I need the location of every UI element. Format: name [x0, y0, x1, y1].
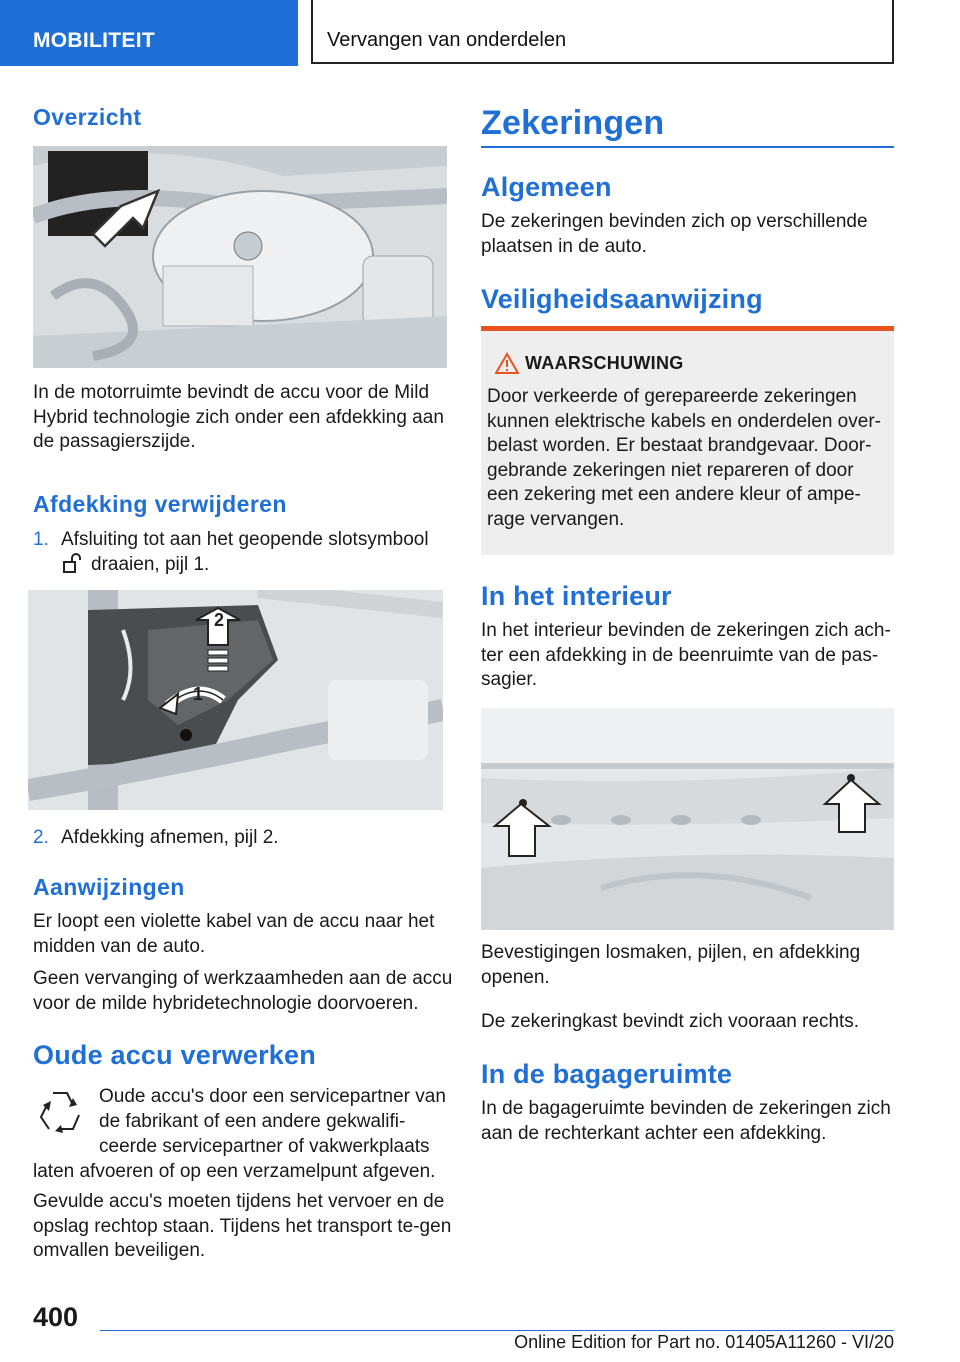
fuses-title: Zekeringen [481, 104, 665, 142]
old-battery-line-3: ceerde servicepartner of vakwerkplaats [99, 1136, 430, 1157]
warning-triangle-icon [495, 352, 519, 374]
cover-removal-illustration [28, 590, 443, 810]
general-heading: Algemeen [481, 172, 612, 202]
step-1-number: 1. [33, 529, 49, 550]
safety-heading: Veiligheidsaanwijzing [481, 284, 763, 314]
warning-box [481, 331, 894, 555]
old-battery-paragraph-2: Gevulde accu's moeten tijdens het vervoer en de opslag rechtop staan. Tijdens het transport te-gen omvallen beveiligen. [33, 1191, 452, 1261]
warning-label: WAARSCHUWING [525, 353, 684, 373]
step-2-number: 2. [33, 827, 49, 848]
trunk-text: In de bagageruimte bevinden de zekeringen zich aan de rechterkant achter een afdekking. [481, 1098, 891, 1144]
old-battery-heading: Oude accu verwerken [33, 1040, 316, 1070]
page-number: 400 [33, 1302, 79, 1332]
footwell-illustration [481, 708, 894, 930]
notes-heading: Aanwijzingen [33, 874, 185, 900]
header-chapter-label: Vervangen van onderdelen [327, 29, 567, 51]
warning-text: Door verkeerde of gerepareerde zekeringen kunnen elektrische kabels en onderdelen over-belast worden. Er bestaat brandgevaar. Door-gebrande zekeringen niet repareren of door een zekering met een andere kleur of ampe-rage vervangen. [487, 386, 881, 530]
footer-edition: Online Edition for Part no. 01405A11260 - VI/20 [514, 1332, 894, 1352]
interior-text: In het interieur bevinden de zekeringen zich ach-ter een afdekking in de beenruimte van de pas-sagier. [481, 620, 891, 690]
notes-paragraph-2: Geen vervanging of werkzaamheden aan de accu voor de milde hybridetechnologie doorvoeren. [33, 968, 453, 1014]
interior-caption-2: De zekeringkast bevindt zich vooraan rechts. [481, 1011, 860, 1032]
cover-removal-image [28, 590, 443, 810]
footer-rule [100, 1330, 894, 1331]
header-section-label: MOBILITEIT [33, 29, 155, 52]
general-text: De zekeringen bevinden zich op verschillende plaatsen in de auto. [481, 211, 868, 257]
trunk-heading: In de bagageruimte [481, 1059, 733, 1089]
overview-heading: Overzicht [33, 104, 142, 130]
step-2-text: Afdekking afnemen, pijl 2. [61, 827, 279, 848]
old-battery-line-1: Oude accu's door een servicepartner van [99, 1086, 446, 1107]
interior-heading: In het interieur [481, 581, 672, 611]
notes-paragraph-1: Er loopt een violette kabel van de accu naar het midden van de auto. [33, 911, 435, 957]
old-battery-line-2: de fabrikant of een andere gekwalifi- [99, 1111, 406, 1132]
recycle-icon [33, 1085, 87, 1139]
step-1-text-a: Afsluiting tot aan het geopende slotsymbool [61, 529, 429, 550]
footwell-image [481, 708, 894, 930]
step-1-text-b: draaien, pijl 1. [91, 554, 210, 575]
open-lock-icon [62, 552, 82, 574]
overview-text: In de motorruimte bevindt de accu voor de Mild Hybrid technologie zich onder een afdekking aan de passagierszijde. [33, 382, 444, 452]
old-battery-line-4: laten afvoeren of op een verzamelpunt afgeven. [33, 1161, 436, 1182]
engine-bay-illustration [33, 146, 447, 368]
arrow-1-label: 1 [193, 684, 204, 704]
header-section-tab [0, 0, 298, 66]
engine-bay-image [33, 146, 447, 368]
header-chapter-box [311, 0, 894, 64]
interior-caption: Bevestigingen losmaken, pijlen, en afdekking openen. [481, 942, 861, 988]
title-rule [481, 146, 894, 148]
arrow-2-label: 2 [214, 610, 225, 630]
cover-heading: Afdekking verwijderen [33, 491, 287, 517]
